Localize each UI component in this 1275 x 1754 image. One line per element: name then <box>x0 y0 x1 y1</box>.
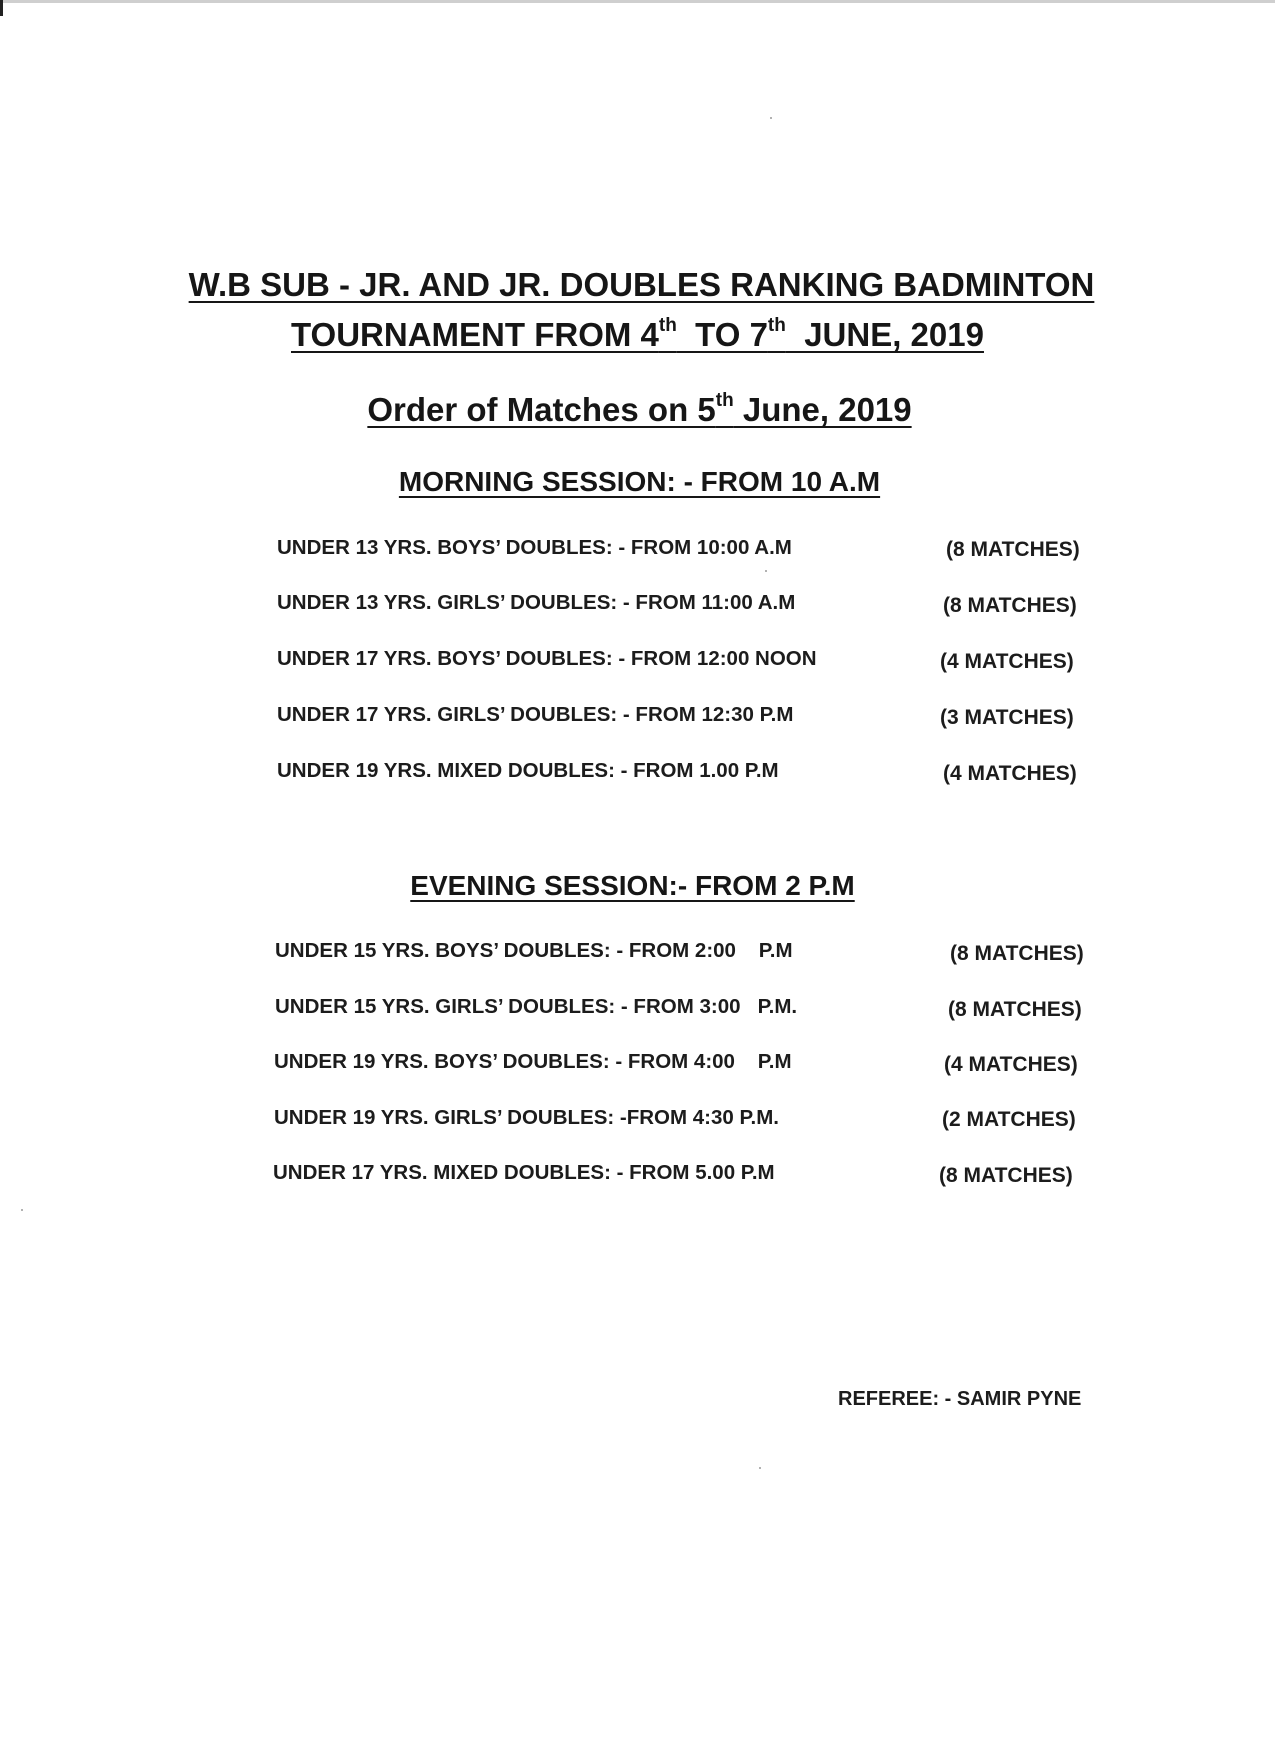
title-dates-prefix: TOURNAMENT FROM 4 <box>291 316 659 353</box>
order-suffix: June, 2019 <box>733 391 912 428</box>
morning-session-heading: MORNING SESSION: - FROM 10 A.M <box>398 466 881 497</box>
morning-row-4-label: UNDER 17 YRS. GIRLS’ DOUBLES: - FROM 12:30 P.M <box>277 703 794 726</box>
evening-session-heading: EVENING SESSION:- FROM 2 P.M <box>410 870 855 901</box>
tournament-title-line-2 <box>0 316 1275 354</box>
referee-signature-line: REFEREE: - SAMIR PYNE <box>838 1388 1082 1410</box>
scan-speck <box>759 1467 761 1469</box>
evening-row-3-count: (4 MATCHES) <box>944 1053 1078 1076</box>
title-dates-suffix: JUNE, 2019 <box>785 316 984 353</box>
order-prefix: Order of Matches on 5 <box>367 391 716 428</box>
morning-row-1-label: UNDER 13 YRS. BOYS’ DOUBLES: - FROM 10:00 A.M <box>277 536 792 559</box>
morning-row-5-count: (4 MATCHES) <box>943 762 1077 785</box>
morning-row-2-label: UNDER 13 YRS. GIRLS’ DOUBLES: - FROM 11:00 A.M <box>277 591 796 614</box>
scan-edge-top <box>0 0 1275 3</box>
tournament-title-line-1: W.B SUB - JR. AND JR. DOUBLES RANKING BADMINTON <box>188 266 1095 303</box>
evening-row-4-count: (2 MATCHES) <box>942 1108 1076 1131</box>
morning-row-4-count: (3 MATCHES) <box>940 706 1074 729</box>
order-of-matches-heading <box>2 391 1275 429</box>
title-dates-middle: TO 7 <box>676 316 768 353</box>
title-superscript-1: th <box>658 315 677 336</box>
order-superscript: th <box>715 390 734 411</box>
title-superscript-2: th <box>767 315 786 336</box>
morning-row-5-label: UNDER 19 YRS. MIXED DOUBLES: - FROM 1.00 P.M <box>277 759 779 782</box>
evening-row-5-count: (8 MATCHES) <box>939 1164 1073 1187</box>
morning-row-3-label: UNDER 17 YRS. BOYS’ DOUBLES: - FROM 12:00 NOON <box>277 647 817 670</box>
evening-row-2-count: (8 MATCHES) <box>948 998 1082 1021</box>
evening-row-2-label: UNDER 15 YRS. GIRLS’ DOUBLES: - FROM 3:00 P.M. <box>275 995 798 1018</box>
scan-edge-left <box>0 0 3 16</box>
evening-row-3-label: UNDER 19 YRS. BOYS’ DOUBLES: - FROM 4:00 P.M <box>274 1050 792 1073</box>
evening-row-4-label: UNDER 19 YRS. GIRLS’ DOUBLES: -FROM 4:30 P.M. <box>274 1106 780 1129</box>
evening-row-5-label: UNDER 17 YRS. MIXED DOUBLES: - FROM 5.00 P.M <box>273 1161 775 1184</box>
scan-speck <box>765 570 767 572</box>
scan-speck <box>770 117 772 119</box>
scan-speck <box>21 1209 23 1211</box>
evening-row-1-count: (8 MATCHES) <box>950 942 1084 965</box>
morning-row-3-count: (4 MATCHES) <box>940 650 1074 673</box>
morning-row-1-count: (8 MATCHES) <box>946 538 1080 561</box>
morning-row-2-count: (8 MATCHES) <box>943 594 1077 617</box>
evening-row-1-label: UNDER 15 YRS. BOYS’ DOUBLES: - FROM 2:00 P.M <box>275 939 793 962</box>
